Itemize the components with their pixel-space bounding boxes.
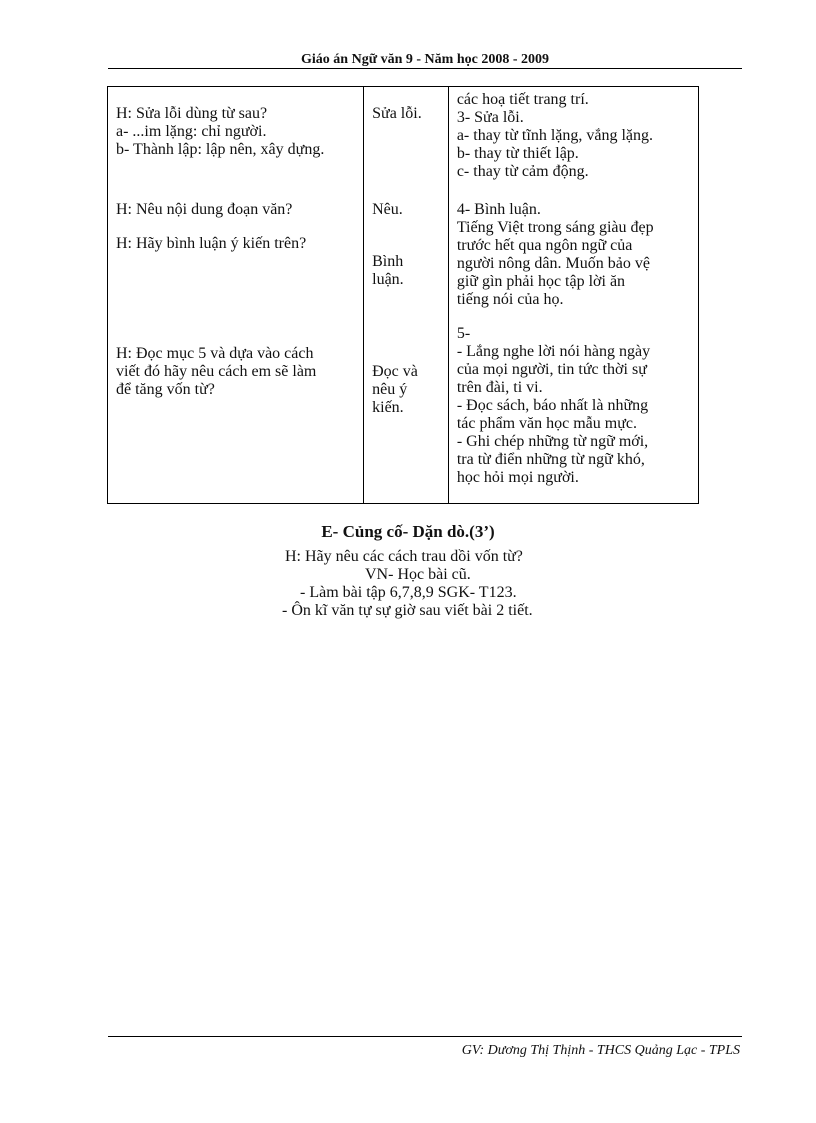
homework-line: - Làm bài tập 6,7,8,9 SGK- T123. (300, 584, 517, 601)
content-line: tra từ điển những từ ngữ khó, (456, 451, 645, 468)
content-line: c- thay từ cảm động. (456, 163, 589, 180)
question-block (116, 105, 324, 159)
content-line: trên đài, ti vi. (456, 379, 543, 396)
content-line: - Ghi chép những từ ngữ mới, (456, 433, 649, 450)
question-line: b- Thành lập: lập nên, xây dựng. (116, 141, 325, 158)
content-block (457, 91, 653, 181)
page-header: Giáo án Ngữ văn 9 - Năm học 2008 - 2009 (301, 52, 549, 67)
section-heading: E- Củng cố- Dặn dò.(3’) (321, 522, 495, 541)
activity-line: nêu ý (372, 381, 408, 398)
question-line: H: Hãy bình luận ý kiến trên? (116, 235, 307, 252)
activity-block (372, 253, 404, 289)
content-line: Tiếng Việt trong sáng giàu đẹp (456, 219, 654, 236)
content-block (457, 201, 654, 309)
activity-block (372, 363, 418, 417)
question-line: H: Đọc mục 5 và dựa vào cách (116, 345, 314, 362)
content-line: tiếng nói của họ. (456, 291, 564, 308)
content-line: của mọi người, tin tức thời sự (456, 361, 647, 378)
activity-line: Đọc và (372, 363, 418, 380)
content-line: a- thay từ tĩnh lặng, vắng lặng. (456, 127, 654, 144)
content-line: - Đọc sách, báo nhất là những (456, 397, 649, 414)
content-block (457, 325, 650, 487)
question-line: H: Sửa lỗi dùng từ sau? (116, 105, 268, 122)
question-block (116, 345, 316, 399)
header-rule (108, 68, 742, 69)
homework-line: VN- Học bài cũ. (365, 566, 471, 583)
question-column (108, 87, 364, 504)
activity-line: Bình (372, 253, 404, 270)
content-line: người nông dân. Muốn bảo vệ (456, 255, 650, 272)
activity-block (372, 105, 422, 123)
content-line: b- thay từ thiết lập. (456, 145, 579, 162)
lesson-table (107, 86, 699, 504)
question-block (116, 235, 306, 253)
question-line: để tăng vốn từ? (116, 381, 215, 398)
content-line: tác phẩm văn học mẫu mực. (456, 415, 637, 432)
homework-line: - Ôn kĩ văn tự sự giờ sau viết bài 2 tiết. (282, 602, 533, 619)
activity-line: kiến. (372, 399, 404, 416)
table-row (108, 87, 699, 504)
content-line: giữ gìn phải học tập lời ăn (456, 273, 626, 290)
question-line: H: Nêu nội dung đoạn văn? (116, 201, 293, 218)
homework-lines (0, 548, 816, 620)
content-column (448, 87, 698, 504)
content-line: các hoạ tiết trang trí. (456, 91, 589, 108)
activity-block (372, 201, 403, 219)
homework-line: H: Hãy nêu các cách trau dồi vốn từ? (285, 548, 523, 565)
content-line: 5- (456, 325, 471, 342)
content-line: 4- Bình luận. (456, 201, 541, 218)
activity-line: luận. (372, 271, 404, 288)
content-line: trước hết qua ngôn ngữ của (456, 237, 633, 254)
content-line: học hỏi mọi người. (456, 469, 579, 486)
question-line: viết đó hãy nêu cách em sẽ làm (116, 363, 317, 380)
activity-line: Nêu. (372, 201, 403, 218)
content-line: - Lắng nghe lời nói hàng ngày (456, 343, 651, 360)
question-block (116, 201, 292, 219)
question-line: a- ...im lặng: chỉ người. (116, 123, 267, 140)
section-title (0, 522, 816, 542)
footer-rule (108, 1036, 742, 1037)
content-line: 3- Sửa lỗi. (456, 109, 524, 126)
page-footer: GV: Dương Thị Thịnh - THCS Quảng Lạc - TPLS (461, 1043, 740, 1058)
activity-column (364, 87, 449, 504)
activity-line: Sửa lỗi. (372, 105, 422, 122)
